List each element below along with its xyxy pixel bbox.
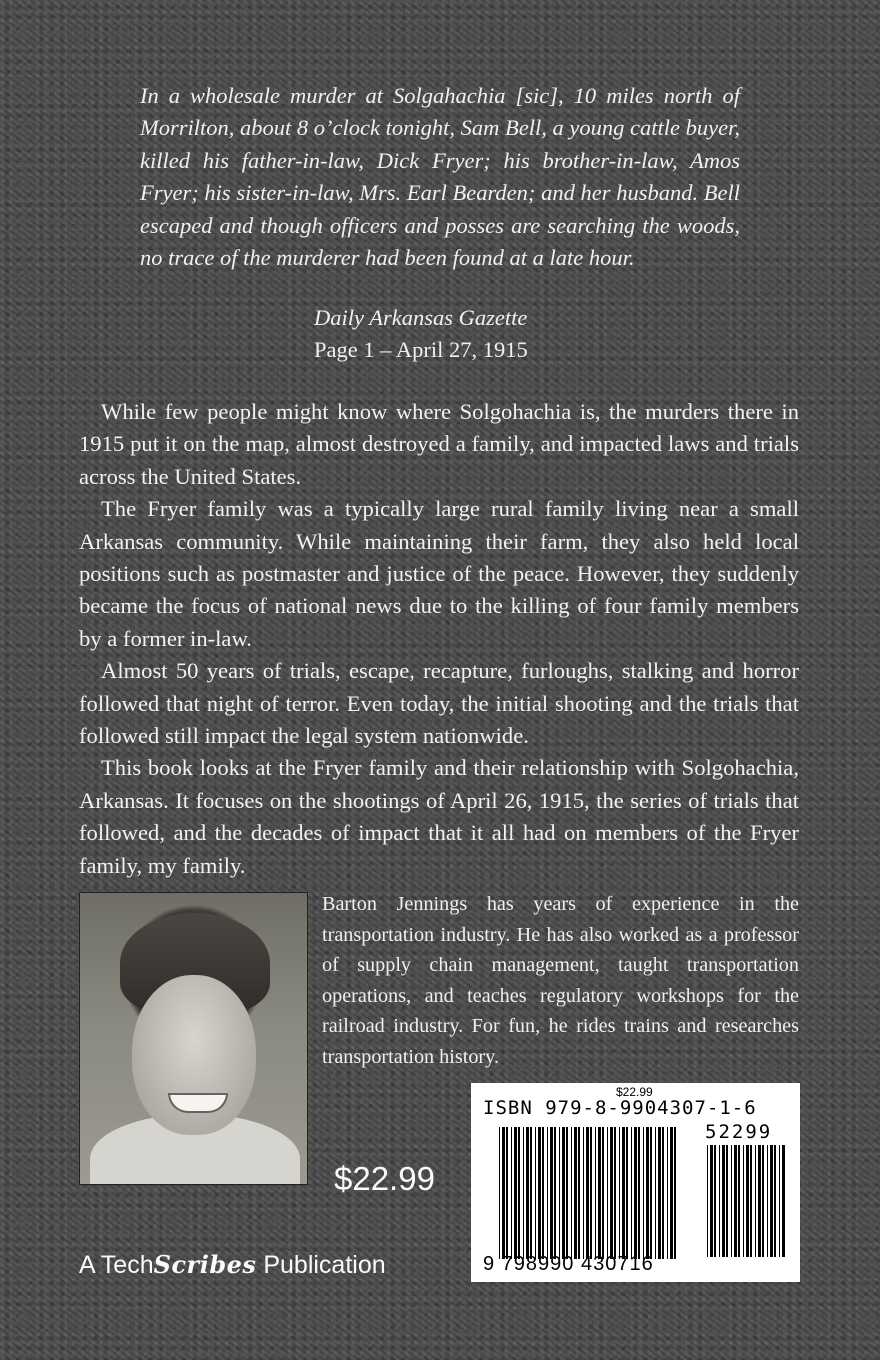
author-bio: Barton Jennings has years of experience in the transportation industry. He has also worked as a professor of supply chain management, taught transportation operations, and teaches regulatory workshops for the railroad industry. For fun, he rides trains and researches transportation history. (322, 893, 799, 1068)
cover-price: $22.99 (334, 1160, 435, 1197)
addon-number: 52299 (705, 1121, 773, 1143)
barcode-price: $22.99 (616, 1085, 653, 1099)
main-barcode-bars (499, 1127, 677, 1259)
addon-barcode-bars (707, 1145, 787, 1257)
description-paragraph: Almost 50 years of trials, escape, recapture, furloughs, stalking and horror followed that night of terror. Even today, the initial shooting and the trials that followed still impact the legal system nationwide. (79, 658, 799, 749)
author-photo (79, 892, 308, 1185)
quote-text: In a wholesale murder at Solgahachia [sic], 10 miles north of Morrilton, about 8 o’clock tonight, Sam Bell, a young cattle buyer, killed his father-in-law, Dick Fryer; his brother-in-law, Amos Fryer; his sister-in-law, Mrs. Earl Bearden; and her husband. Bell escaped and though officers and posses are searching the woods, no trace of the murderer had been found at a late hour. (140, 83, 740, 271)
publisher-line (79, 1250, 386, 1280)
isbn-text: ISBN 979-8-9904307-1-6 (483, 1097, 757, 1119)
description-paragraph: This book looks at the Fryer family and their relationship with Solgohachia, Arkansas. It focuses on the shootings of April 26, 1915, the series of trials that followed, and the decades of impact that it all had on members of the Fryer family, my family. (79, 755, 799, 878)
publisher-logo-word: Scribes (153, 1250, 257, 1279)
publisher-suffix: Publication (256, 1251, 386, 1279)
quote-source: Daily Arkansas Gazette (314, 305, 528, 330)
quote-attribution (314, 302, 528, 366)
isbn-barcode (471, 1083, 800, 1282)
barcode-digits: 9 798990 430716 (483, 1253, 654, 1275)
epigraph-quote (140, 80, 740, 274)
book-description (79, 396, 799, 882)
description-paragraph: The Fryer family was a typically large rural family living near a small Arkansas community. While maintaining their farm, they also held local positions such as postmaster and justice of the peace. However, they suddenly became the focus of national news due to the killing of four family members by a former in-law. (79, 496, 799, 651)
publisher-prefix: A Tech (79, 1251, 154, 1279)
quote-date-line: Page 1 – April 27, 1915 (314, 337, 528, 362)
description-paragraph: While few people might know where Solgohachia is, the murders there in 1915 put it on the map, almost destroyed a family, and impacted laws and trials across the United States. (79, 399, 799, 489)
